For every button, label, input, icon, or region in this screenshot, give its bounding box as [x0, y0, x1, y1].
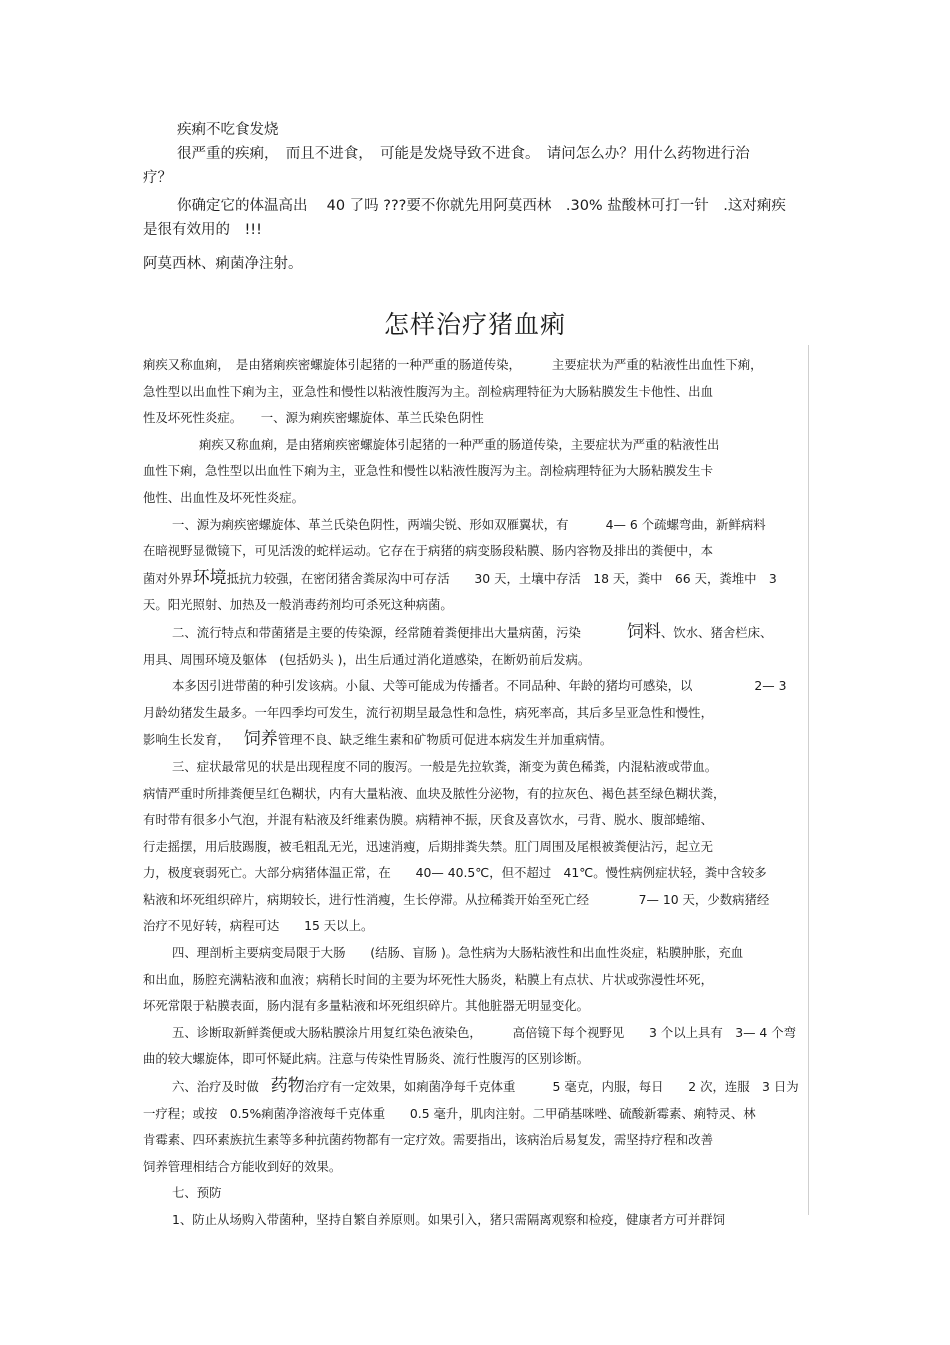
body-line: 和出血，肠腔充满粘液和血液；病稍长时间的主要为坏死性大肠炎，粘膜上有点状、片状或弥漫性坏死， — [143, 971, 713, 987]
body-line: 天。阳光照射、加热及一般消毒药剂均可杀死这种病菌。 — [143, 597, 453, 613]
qa-question-line-2: 疗？ — [143, 170, 172, 186]
body-line: 本多因引进带菌的种引发该病。小鼠、犬等可能成为传播者。不同品种、年龄的猪均可感染，以 2— 3 — [172, 678, 787, 694]
qa-section — [143, 118, 808, 276]
body-text: 菌对外界 — [143, 570, 193, 586]
keyword-link[interactable]: 环境 — [192, 567, 227, 588]
body-line: 肯霉素、四环素族抗生素等多种抗菌药物都有一定疗效。需要指出，该病治后易复发，需坚持疗程和改善 — [143, 1132, 713, 1148]
body-line: 曲的较大螺旋体，即可怀疑此病。注意与传染性胃肠炎、流行性腹泻的区别诊断。 — [143, 1051, 590, 1067]
body-text: 影响生长发育， — [143, 732, 230, 748]
body-line: 痢疾又称血痢， 是由猪痢疾密螺旋体引起猪的一种严重的肠道传染， 主要症状为严重的粘液性出血性下痢， — [143, 357, 763, 372]
qa-question-line-1: 很严重的疾痢， 而且不进食， 可能是发烧导致不进食。 请问怎么办？用什么药物进行治 — [177, 146, 750, 162]
article-body — [143, 352, 811, 1234]
body-line: 一、源为痢疾密螺旋体、革兰氏染色阴性，两端尖锐、形如双雁翼状，有 4— 6 个疏螺弯曲，新鲜病料 — [172, 516, 766, 532]
body-line: 1、防止从场购入带菌种，坚持自繁自养原则。如果引入，猪只需隔离观察和检疫，健康者方可并群饲 — [172, 1212, 726, 1227]
body-line: 粘液和坏死组织碎片，病期较长，进行性消瘦，生长停滞。从拉稀粪开始至死亡经 7— 10 天，少数病猪经 — [143, 891, 770, 907]
body-text: 治疗有一定效果，如痢菌净每千克体重 5 毫克，内服，每日 2 次，连服 3 日为 — [304, 1079, 799, 1095]
body-line: 急性型以出血性下痢为主，亚急性和慢性以粘液性腹泻为主。剖检病理特征为大肠粘膜发生卡他性、出血 — [143, 383, 713, 399]
body-text: 、饮水、猪舍栏床、 — [660, 624, 773, 640]
body-line: 性及坏死性炎症。 一、源为痢疾密螺旋体、革兰氏染色阴性 — [143, 410, 484, 426]
body-line: 血性下痢，急性型以出血性下痢为主，亚急性和慢性以粘液性腹泻为主。剖检病理特征为大肠粘膜发生卡 — [143, 463, 713, 479]
body-line: 饲养管理相结合方能收到好的效果。 — [143, 1158, 342, 1174]
body-line: 行走摇摆，用后肢踢腹，被毛粗乱无光，迅速消瘦，后期排粪失禁。肛门周围及尾根被粪便沾污，起立无 — [143, 838, 713, 854]
article-title: 怎样治疗猪血痢 — [383, 310, 566, 339]
body-line: 月龄幼猪发生最多。一年四季均可发生，流行初期呈最急性和急性，病死率高，其后多呈亚急性和慢性， — [143, 704, 713, 720]
body-line: 用具、周围环境及躯体 (包括奶头 )，出生后通过消化道感染，在断奶前后发病。 — [143, 651, 591, 667]
qa-answer-line-2: 是很有效用的 !!! — [143, 222, 262, 238]
body-line — [143, 1073, 811, 1101]
body-line: 在暗视野显微镜下，可见活泼的蛇样运动。它存在于病猪的病变肠段粘膜、肠内容物及排出的粪便中，本 — [143, 543, 713, 559]
qa-answer-line-1: 你确定它的体温高出 40 了吗 ???要不你就先用阿莫西林 .30% 盐酸林可打一针 .这对痢疾 — [177, 198, 786, 214]
body-line: 五、诊断取新鲜粪便或大肠粘膜涂片用复红染色液染色， 高倍镜下每个视野见 3 个以上具有 3— 4 个弯 — [172, 1024, 797, 1040]
body-text: 二、流行特点和带菌猪是主要的传染源，经常随着粪便排出大量病菌，污染 — [172, 624, 581, 640]
body-line — [143, 619, 811, 647]
body-line: 痢疾又称血痢，是由猪痢疾密螺旋体引起猪的一种严重的肠道传染，主要症状为严重的粘液性出 — [199, 436, 720, 452]
keyword-link[interactable]: 饲料 — [626, 621, 661, 642]
keyword-link[interactable]: 药物 — [270, 1076, 305, 1097]
body-line: 三、症状最常见的状是出现程度不同的腹泻。一般是先拉软粪，渐变为黄色稀粪，内混粘液或带血。 — [172, 758, 718, 774]
body-line: 四、理剖析主要病变局限于大肠 (结肠、盲肠 )。急性病为大肠粘液性和出血性炎症，粘膜肿胀，充血 — [172, 945, 744, 961]
body-line: 治疗不见好转，病程可达 15 天以上。 — [143, 918, 374, 934]
body-line: 坏死常限于粘膜表面，肠内混有多量粘液和坏死组织碎片。其他脏器无明显变化。 — [143, 998, 590, 1014]
body-text: 六、治疗及时做 — [172, 1079, 259, 1095]
qa-title: 疾痢不吃食发烧 — [177, 122, 279, 138]
body-line: 病情严重时所排粪便呈红色糊状，内有大量粘液、血块及脓性分泌物，有的拉灰色、褐色甚至绿色糊状粪， — [143, 785, 726, 801]
keyword-link[interactable]: 饲养 — [243, 729, 278, 750]
body-line: 有时带有很多小气泡，并混有粘液及纤维素伪膜。病精神不振，厌食及喜饮水，弓背、脱水、腹部蜷缩、 — [143, 812, 713, 828]
body-line: 力，极度衰弱死亡。大部分病猪体温正常，在 40— 40.5℃，但不超过 41℃。慢性病例症状轻，粪中含较多 — [143, 865, 767, 881]
body-line: 七、预防 — [172, 1185, 222, 1201]
body-text: 管理不良、缺乏维生素和矿物质可促进本病发生并加重病情。 — [277, 732, 613, 748]
body-line — [143, 726, 811, 754]
qa-answer-line-3: 阿莫西林、痢菌净注射。 — [143, 256, 303, 272]
body-line: 一疗程；或按 0.5%痢菌净溶液每千克体重 0.5 毫升，肌肉注射。二甲硝基咪唑、硫酸新霉素、痢特灵、林 — [143, 1105, 756, 1121]
body-text: 抵抗力较强，在密闭猪舍粪尿沟中可存活 30 天，土壤中存活 18 天，粪中 66 天，粪堆中 3 — [226, 570, 777, 586]
body-line — [143, 565, 811, 593]
body-line: 他性、出血性及坏死性炎症。 — [143, 489, 305, 505]
